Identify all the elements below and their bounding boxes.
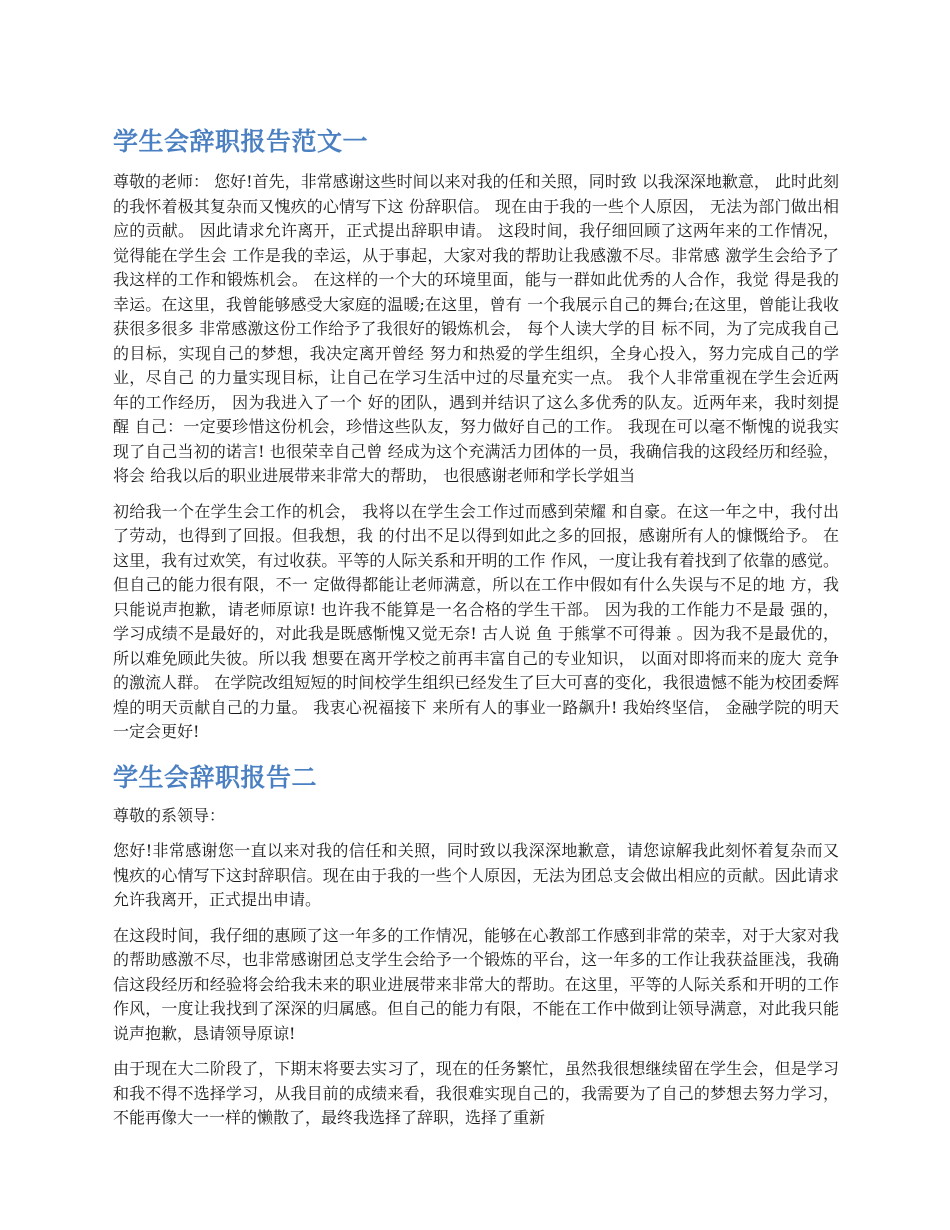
body-paragraph: 您好!非常感谢您一直以来对我的信任和关照，同时致以我深深地歉意，请您谅解我此刻怀着复杂而又愧疚的心情写下这封辞职信。现在由于我的一些个人原因，无法为团总支会做出相应的贡献。因此请求允许我离开，正式提出申请。 <box>113 841 839 909</box>
section-heading: 学生会辞职报告范文一 <box>113 127 369 156</box>
body-paragraph: 尊敬的老师： 您好!首先，非常感谢这些时间以来对我的任和关照，同时致 以我深深地歉意， 此时此刻的我怀着极其复杂而又愧疚的心情写下这 份辞职信。 现在由于我的一些个人原因， 无法为部门做出相应的贡献。 因此请求允许离开，正式提出辞职申请。 这段时间，我仔细回顾了这两年来的工作情况，觉得能在学生会 工作是我的幸运，从于事起，大家对我的帮助让我感激不尽。非常感 激学生会给予了我这样的工作和锻炼机会。 在这样的一个大的环境里面，能与一群如此优秀的人合作，我觉 得是我的幸运。在这里，我曾能够感受大家庭的温暖;在这里，曾有 一个我展示自己的舞台;在这里，曾能让我收获很多很多 非常感激这份工作给予了我很好的锻炼机会， 每个人读大学的目 标不同，为了完成我自己的目标，实现自己的梦想，我决定离开曾经 努力和热爱的学生组织，全身心投入，努力完成自己的学业，尽自己 的力量实现目标，让自己在学习生活中过的尽量充实一点。 我个人非常重视在学生会近两年的工作经历， 因为我进入了一个 好的团队，遇到并结识了这么多优秀的队友。近两年来，我时刻提醒 自己：一定要珍惜这份机会，珍惜这些队友，努力做好自己的工作。 我现在可以毫不惭愧的说我实现了自己当初的诺言! 也很荣幸自己曾 经成为这个充满活力团体的一员，我确信我的这段经历和经验，将会 给我以后的职业进展带来非常大的帮助， 也很感谢老师和学长学姐当 <box>113 172 839 485</box>
salutation: 尊敬的系领导： <box>113 805 226 825</box>
section-1 <box>113 120 839 745</box>
body-paragraph: 由于现在大二阶段了，下期末将要去实习了，现在的任务繁忙，虽然我很想继续留在学生会，但是学习和我不得不选择学习，从我目前的成绩来看，我很难实现自己的，我需要为了自己的梦想去努力学习，不能再像大一一样的懒散了，最终我选择了辞职，选择了重新 <box>113 1059 839 1127</box>
section-2 <box>113 756 839 1131</box>
section-heading: 学生会辞职报告二 <box>113 762 318 792</box>
document-page <box>113 120 839 1142</box>
body-paragraph: 初给我一个在学生会工作的机会， 我将以在学生会工作过而感到荣耀 和自豪。在这一年之中，我付出了劳动，也得到了回报。但我想，我 的付出不足以得到如此之多的回报，感谢所有人的慷慨给予。 在这里，我有过欢笑，有过收获。平等的人际关系和开明的工作 作风，一度让我有着找到了依靠的感觉。但自己的能力很有限，不一 定做得都能让老师满意，所以在工作中假如有什么失误与不足的地 方，我只能说声抱歉，请老师原谅! 也许我不能算是一名合格的学生干部。 因为我的工作能力不是最 强的， 学习成绩不是最好的，对此我是既感惭愧又觉无奈! 古人说 鱼 于熊掌不可得兼 。因为我不是最优的，所以难免顾此失彼。所以我 想要在离开学校之前再丰富自己的专业知识， 以面对即将而来的庞大 竞争的激流人群。 在学院改组短短的时间校学生组织已经发生了巨大可喜的变化，我很遗憾不能为校团委辉煌的明天贡献自己的力量。 我衷心祝福接下 来所有人的事业一路飙升! 我始终坚信， 金融学院的明天一定会更好! <box>113 501 839 741</box>
body-paragraph: 在这段时间，我仔细的惠顾了这一年多的工作情况，能够在心教部工作感到非常的荣幸，对于大家对我的帮助感激不尽，也非常感谢团总支学生会给予一个锻炼的平台，这一年多的工作让我获益匪浅，我确信这段经历和经验将会给我未来的职业进展带来非常大的帮助。在这里，平等的人际关系和开明的工作作风，一度让我找到了深深的归属感。但自己的能力有限，不能在工作中做到让领导满意，对此我只能说声抱歉，恳请领导原谅! <box>113 925 839 1043</box>
